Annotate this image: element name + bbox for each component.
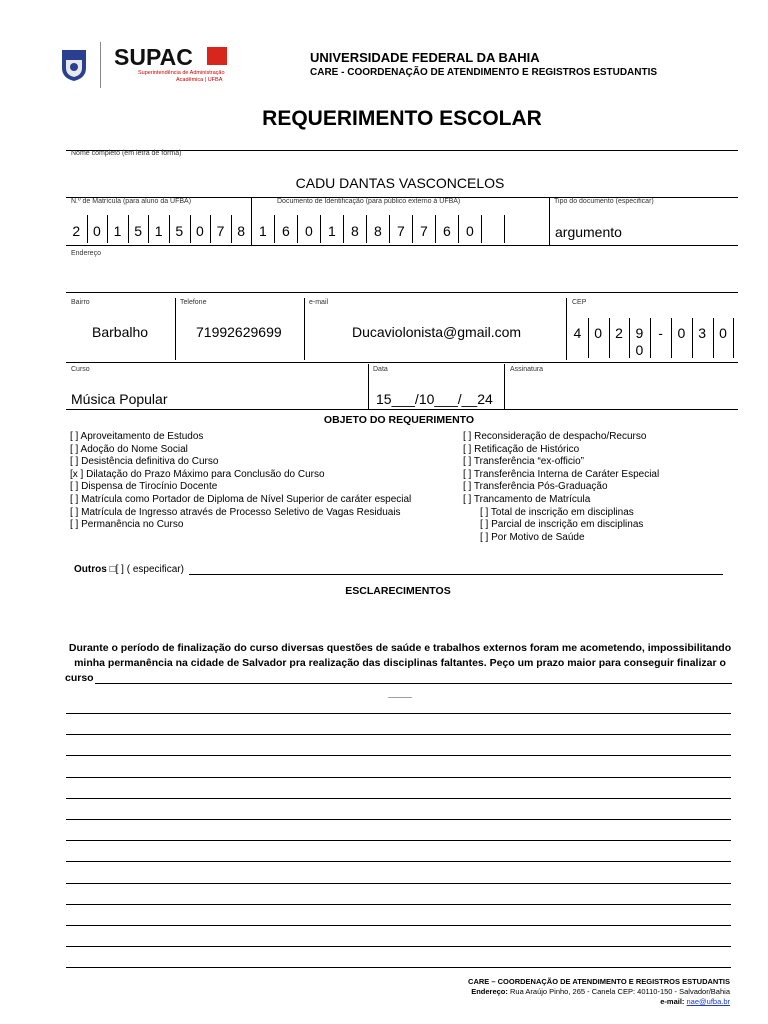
curso-divider: [368, 364, 369, 409]
objeto-heading: OBJETO DO REQUERIMENTO: [323, 414, 475, 426]
writing-line[interactable]: [66, 819, 731, 820]
documento-digit[interactable]: 0: [304, 223, 313, 239]
cep-digit[interactable]: 4: [573, 325, 582, 341]
digit-separator: [297, 215, 298, 243]
objeto-option[interactable]: [ ] Total de inscrição em disciplinas: [480, 506, 634, 518]
telefone-divider: [304, 298, 305, 360]
documento-digit[interactable]: 8: [350, 223, 359, 239]
objeto-option[interactable]: [ ] Aproveitamento de Estudos: [70, 431, 204, 442]
cep-digit[interactable]: -: [658, 325, 663, 341]
writing-line[interactable]: [66, 755, 731, 756]
matricula-digit[interactable]: 1: [154, 223, 163, 239]
id-bottom-line: [66, 245, 738, 246]
cep-digit[interactable]: 3: [698, 325, 707, 341]
bairro-divider: [175, 298, 176, 360]
digit-separator: [412, 215, 413, 243]
matricula-digit[interactable]: 5: [175, 223, 184, 239]
supac-logo-sub1: Superintendência de Administração: [138, 70, 225, 76]
writing-line[interactable]: [66, 883, 731, 884]
objeto-option[interactable]: [ ] Reconsideração de despacho/Recurso: [463, 431, 647, 442]
tipo-value[interactable]: argumento: [555, 224, 622, 240]
data-divider: [504, 364, 505, 409]
outros-row: [74, 564, 184, 575]
documento-digit[interactable]: 7: [419, 223, 428, 239]
cep-digit[interactable]: 0: [594, 325, 603, 341]
objeto-option[interactable]: [ ] Trancamento de Matrícula: [463, 494, 591, 505]
email-value[interactable]: Ducaviolonista@gmail.com: [352, 324, 522, 340]
matricula-digit[interactable]: 2: [72, 223, 81, 239]
footer-address-label: Endereço:: [471, 987, 508, 996]
header-divider: [100, 42, 101, 88]
outros-checkbox-icon[interactable]: □: [109, 564, 116, 575]
objeto-option[interactable]: [ ] Por Motivo de Saúde: [480, 531, 585, 543]
curso-value[interactable]: Música Popular: [71, 391, 168, 407]
digit-separator: [320, 215, 321, 243]
objeto-option[interactable]: [ ] Adoção do Nome Social: [70, 443, 188, 455]
digit-separator: [231, 215, 232, 243]
matricula-digit[interactable]: 7: [216, 223, 225, 239]
endereco-label: Endereço: [71, 250, 101, 257]
footer-email: [660, 997, 730, 1006]
nome-label: Nome completo (em letra de forma): [71, 150, 182, 157]
cep-digit[interactable]: 2: [615, 325, 623, 341]
writing-line[interactable]: [66, 840, 731, 841]
digit-separator: [435, 215, 436, 243]
footer-address-value: Rua Araújo Pinho, 265 - Canela CEP: 40110-150 - Salvador/Bahia: [509, 987, 730, 996]
supac-logo-sub2: Acadêmica | UFBA: [176, 77, 223, 83]
writing-line[interactable]: [66, 904, 731, 905]
data-label: Data: [373, 366, 388, 373]
nome-value[interactable]: CADU DANTAS VASCONCELOS: [295, 175, 505, 191]
esclarecimentos-line-3-wrap: [60, 671, 740, 686]
cep-digit[interactable]: 0: [719, 325, 727, 341]
supac-logo-mark-icon: [207, 47, 227, 65]
telefone-label: Telefone: [180, 299, 207, 306]
esclarecimentos-text[interactable]: [60, 641, 740, 701]
writing-line[interactable]: [66, 861, 731, 862]
department-name: CARE - COORDENAÇÃO DE ATENDIMENTO E REGISTROS ESTUDANTIS: [310, 67, 658, 78]
footer-department: CARE – COORDENAÇÃO DE ATENDIMENTO E REGISTROS ESTUDANTIS: [468, 977, 730, 986]
esclarecimentos-line-3: curso: [65, 672, 94, 684]
documento-digit[interactable]: 1: [258, 223, 267, 239]
university-name: UNIVERSIDADE FEDERAL DA BAHIA: [310, 50, 540, 65]
digit-separator: [107, 215, 108, 243]
email-label: e-mail: [309, 299, 329, 306]
cep-digit[interactable]: 0: [677, 325, 686, 341]
writing-line[interactable]: [66, 777, 731, 778]
ufba-coat-of-arms: [58, 48, 90, 82]
digit-separator: [274, 215, 275, 243]
outros-line[interactable]: [189, 574, 723, 575]
objeto-option[interactable]: [ ] Transferência Pós-Graduação: [463, 481, 608, 493]
page-title: REQUERIMENTO ESCOLAR: [262, 107, 542, 130]
objeto-option[interactable]: [ ] Matrícula como Portador de Diploma de Nível Superior de caráter especial: [70, 494, 412, 505]
objeto-option[interactable]: [ ] Retificação de Histórico: [463, 443, 580, 455]
digit-separator: [481, 215, 482, 243]
matricula-digit[interactable]: 1: [113, 223, 122, 239]
digit-separator: [343, 215, 344, 243]
cep-digit[interactable]: 9 0: [635, 325, 644, 358]
objeto-option[interactable]: [ ] Dispensa de Tirocínio Docente: [70, 481, 218, 493]
digit-separator: [128, 215, 129, 243]
documento-digit[interactable]: 8: [373, 223, 382, 239]
digit-separator: [504, 215, 505, 243]
outros-specify: [ ] ( especificar): [115, 564, 184, 575]
esclarecimentos-line-3-rule: [95, 683, 732, 684]
documento-digit[interactable]: 6: [442, 223, 451, 239]
writing-line[interactable]: [66, 925, 731, 926]
digit-separator: [458, 215, 459, 243]
documento-digit[interactable]: 7: [396, 223, 405, 239]
telefone-value[interactable]: 71992629699: [196, 324, 282, 340]
digit-separator: [366, 215, 367, 243]
documento-digit[interactable]: 1: [327, 223, 336, 239]
digit-separator: [210, 215, 211, 243]
endereco-bottom-line: [66, 292, 738, 293]
footer-email-label: e-mail:: [660, 997, 685, 1006]
matricula-digit[interactable]: 8: [237, 223, 245, 239]
writing-line[interactable]: [66, 967, 731, 968]
writing-line[interactable]: [66, 713, 731, 714]
esclarecimentos-line-1: Durante o período de finalização do curso diversas questões de saúde e trabalhos externos foram me acometendo, impossibilitando: [68, 642, 732, 654]
digit-separator: [389, 215, 390, 243]
objeto-option[interactable]: [x ] Dilatação do Prazo Máximo para Conclusão do Curso: [70, 468, 325, 480]
digit-separator: [169, 215, 170, 243]
cep-label: CEP: [572, 299, 587, 306]
curso-bottom-line: [66, 409, 738, 410]
supac-logo-text: SUPAC: [114, 44, 193, 70]
supac-logo: [114, 44, 234, 86]
footer-email-link[interactable]: nae@ufba.br: [686, 997, 730, 1006]
objeto-option[interactable]: [ ] Desistência definitiva do Curso: [70, 456, 219, 468]
data-value[interactable]: 15___/10___/__24: [376, 391, 493, 407]
objeto-option[interactable]: [ ] Transferência “ex-officio”: [463, 456, 584, 468]
documento-digit[interactable]: 6: [281, 223, 290, 239]
objeto-option[interactable]: [ ] Matrícula de Ingresso através de Processo Seletivo de Vagas Residuais: [70, 506, 401, 518]
assinatura-label: Assinatura: [510, 366, 544, 373]
digit-separator: [87, 215, 88, 243]
outros-label: Outros: [74, 564, 107, 575]
esclarecimentos-heading: ESCLARECIMENTOS: [345, 585, 451, 597]
matricula-digit[interactable]: 0: [195, 223, 204, 239]
objeto-option[interactable]: [ ] Parcial de inscrição em disciplinas: [480, 519, 644, 531]
bairro-value[interactable]: Barbalho: [92, 324, 149, 340]
tipo-label: Tipo do documento (especificar): [554, 198, 654, 205]
writing-line[interactable]: [66, 946, 731, 947]
contato-bottom-line: [66, 362, 738, 363]
writing-line[interactable]: [66, 734, 731, 735]
matricula-label: N.º de Matrícula (para aluno da UFBA): [71, 198, 192, 205]
matricula-digit[interactable]: 0: [92, 223, 101, 239]
curso-label: Curso: [71, 366, 90, 373]
matricula-digit[interactable]: 5: [134, 223, 142, 239]
footer-address: [471, 987, 730, 996]
documento-digit[interactable]: 0: [465, 223, 474, 239]
digit-separator: [190, 215, 191, 243]
digit-separator: [148, 215, 149, 243]
objeto-option[interactable]: [ ] Transferência Interna de Caráter Especial: [463, 468, 660, 480]
writing-line[interactable]: [66, 798, 731, 799]
esclarecimentos-line-2: minha permanência na cidade de Salvador pra realização das disciplinas faltantes. Peço um prazo maior para conseguir finalizar o: [74, 657, 726, 669]
tipo-divider: [549, 197, 550, 245]
bairro-label: Bairro: [71, 299, 90, 306]
objeto-option[interactable]: [ ] Permanência no Curso: [70, 519, 184, 531]
digit-separator: [733, 318, 734, 358]
esclarecimentos-line-4: ____: [388, 687, 412, 699]
documento-label: Documento de Identificação (para público externo à UFBA): [277, 198, 461, 205]
